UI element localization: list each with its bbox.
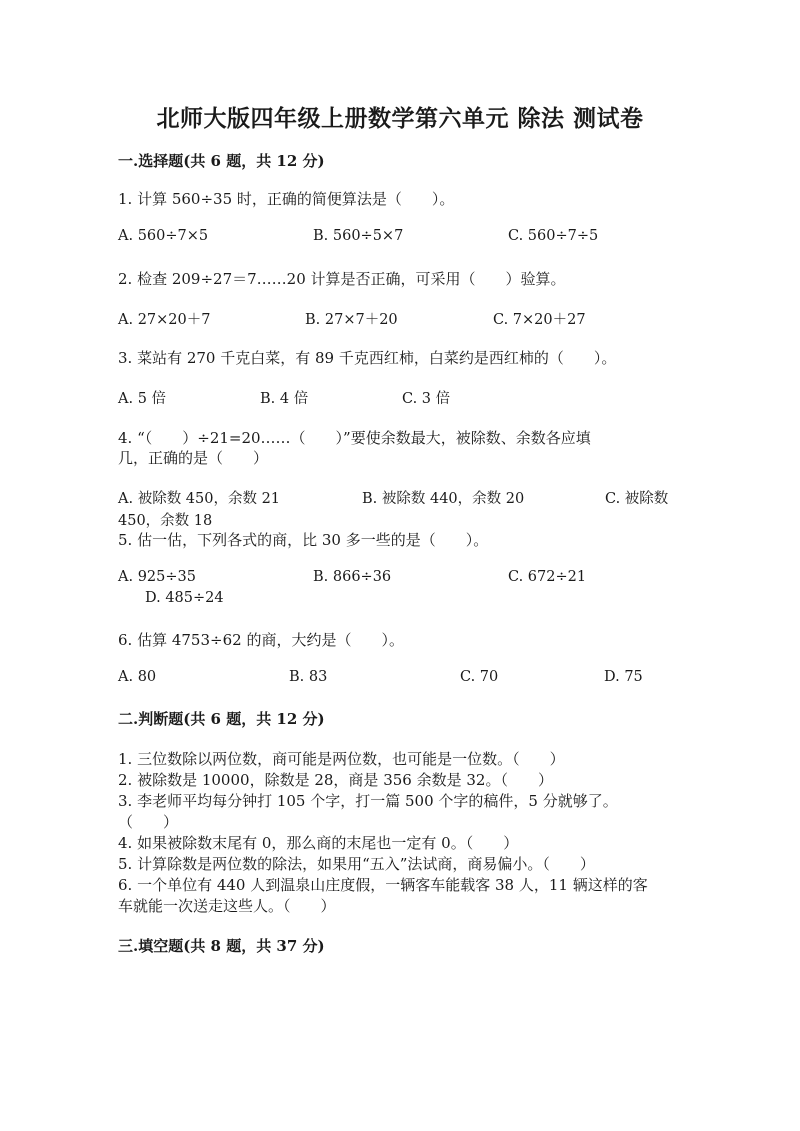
question-2-option-b: B. 27×7＋20	[305, 312, 398, 328]
question-6-text: 6. 估算 4753÷62 的商，大约是（ ）。	[118, 631, 404, 649]
judgement-item-6-continued: 车就能一次送走这些人。（ ）	[118, 897, 336, 915]
question-4-option-a: A. 被除数 450，余数 21	[118, 491, 281, 507]
question-3-option-c: C. 3 倍	[402, 391, 451, 407]
question-2-option-a: A. 27×20＋7	[118, 312, 211, 328]
question-4-option-c: C. 被除数	[605, 491, 669, 507]
question-5-option-c: C. 672÷21	[508, 569, 587, 585]
question-3-text: 3. 菜站有 270 千克白菜，有 89 千克西红柿，白菜约是西红柿的（ ）。	[118, 349, 617, 367]
question-1-option-a: A. 560÷7×5	[118, 228, 209, 244]
question-4-line-1: 4. “（ ）÷21=20……（ ）”要使余数最大，被除数、余数各应填	[118, 429, 591, 447]
judgement-item-3: 3. 李老师平均每分钟打 105 个字，打一篇 500 个字的稿件，5 分就够了。	[118, 792, 618, 810]
question-4-option-c-continued: 450，余数 18	[118, 513, 213, 529]
question-6-option-d: D. 75	[604, 669, 643, 685]
question-3-option-a: A. 5 倍	[118, 391, 167, 407]
page-title: 北师大版四年级上册数学第六单元 除法 测试卷	[156, 105, 644, 132]
judgement-item-5: 5. 计算除数是两位数的除法，如果用“五入”法试商，商易偏小。（ ）	[118, 855, 595, 873]
section-heading-fill-in: 三.填空题(共 8 题，共 37 分)	[118, 937, 325, 955]
section-heading-choice: 一.选择题(共 6 题，共 12 分)	[118, 152, 325, 170]
question-1-option-b: B. 560÷5×7	[313, 228, 404, 244]
question-5-option-a: A. 925÷35	[118, 569, 196, 585]
question-5-option-b: B. 866÷36	[313, 569, 392, 585]
question-6-option-b: B. 83	[289, 669, 328, 685]
judgement-item-1: 1. 三位数除以两位数，商可能是两位数，也可能是一位数。（ ）	[118, 750, 565, 768]
section-heading-judgement: 二.判断题(共 6 题，共 12 分)	[118, 710, 325, 728]
question-6-option-a: A. 80	[118, 669, 157, 685]
question-5-text: 5. 估一估，下列各式的商，比 30 多一些的是（ ）。	[118, 531, 489, 549]
judgement-item-2: 2. 被除数是 10000，除数是 28，商是 356 余数是 32。（ ）	[118, 771, 553, 789]
judgement-item-3-continued: （ ）	[118, 813, 179, 831]
question-4-option-b: B. 被除数 440，余数 20	[362, 491, 525, 507]
question-6-option-c: C. 70	[460, 669, 499, 685]
question-5-option-d: D. 485÷24	[145, 590, 224, 606]
question-3-option-b: B. 4 倍	[260, 391, 309, 407]
question-4-line-2: 几，正确的是（ ）	[118, 449, 269, 467]
question-1-option-c: C. 560÷7÷5	[508, 228, 599, 244]
judgement-item-6: 6. 一个单位有 440 人到温泉山庄度假，一辆客车能载客 38 人，11 辆这样的客	[118, 876, 648, 894]
question-2-option-c: C. 7×20＋27	[493, 312, 586, 328]
question-2-text: 2. 检查 209÷27＝7……20 计算是否正确，可采用（ ）验算。	[118, 270, 566, 288]
question-1-text: 1. 计算 560÷35 时，正确的简便算法是（ ）。	[118, 190, 455, 208]
judgement-item-4: 4. 如果被除数末尾有 0，那么商的末尾也一定有 0。（ ）	[118, 834, 519, 852]
